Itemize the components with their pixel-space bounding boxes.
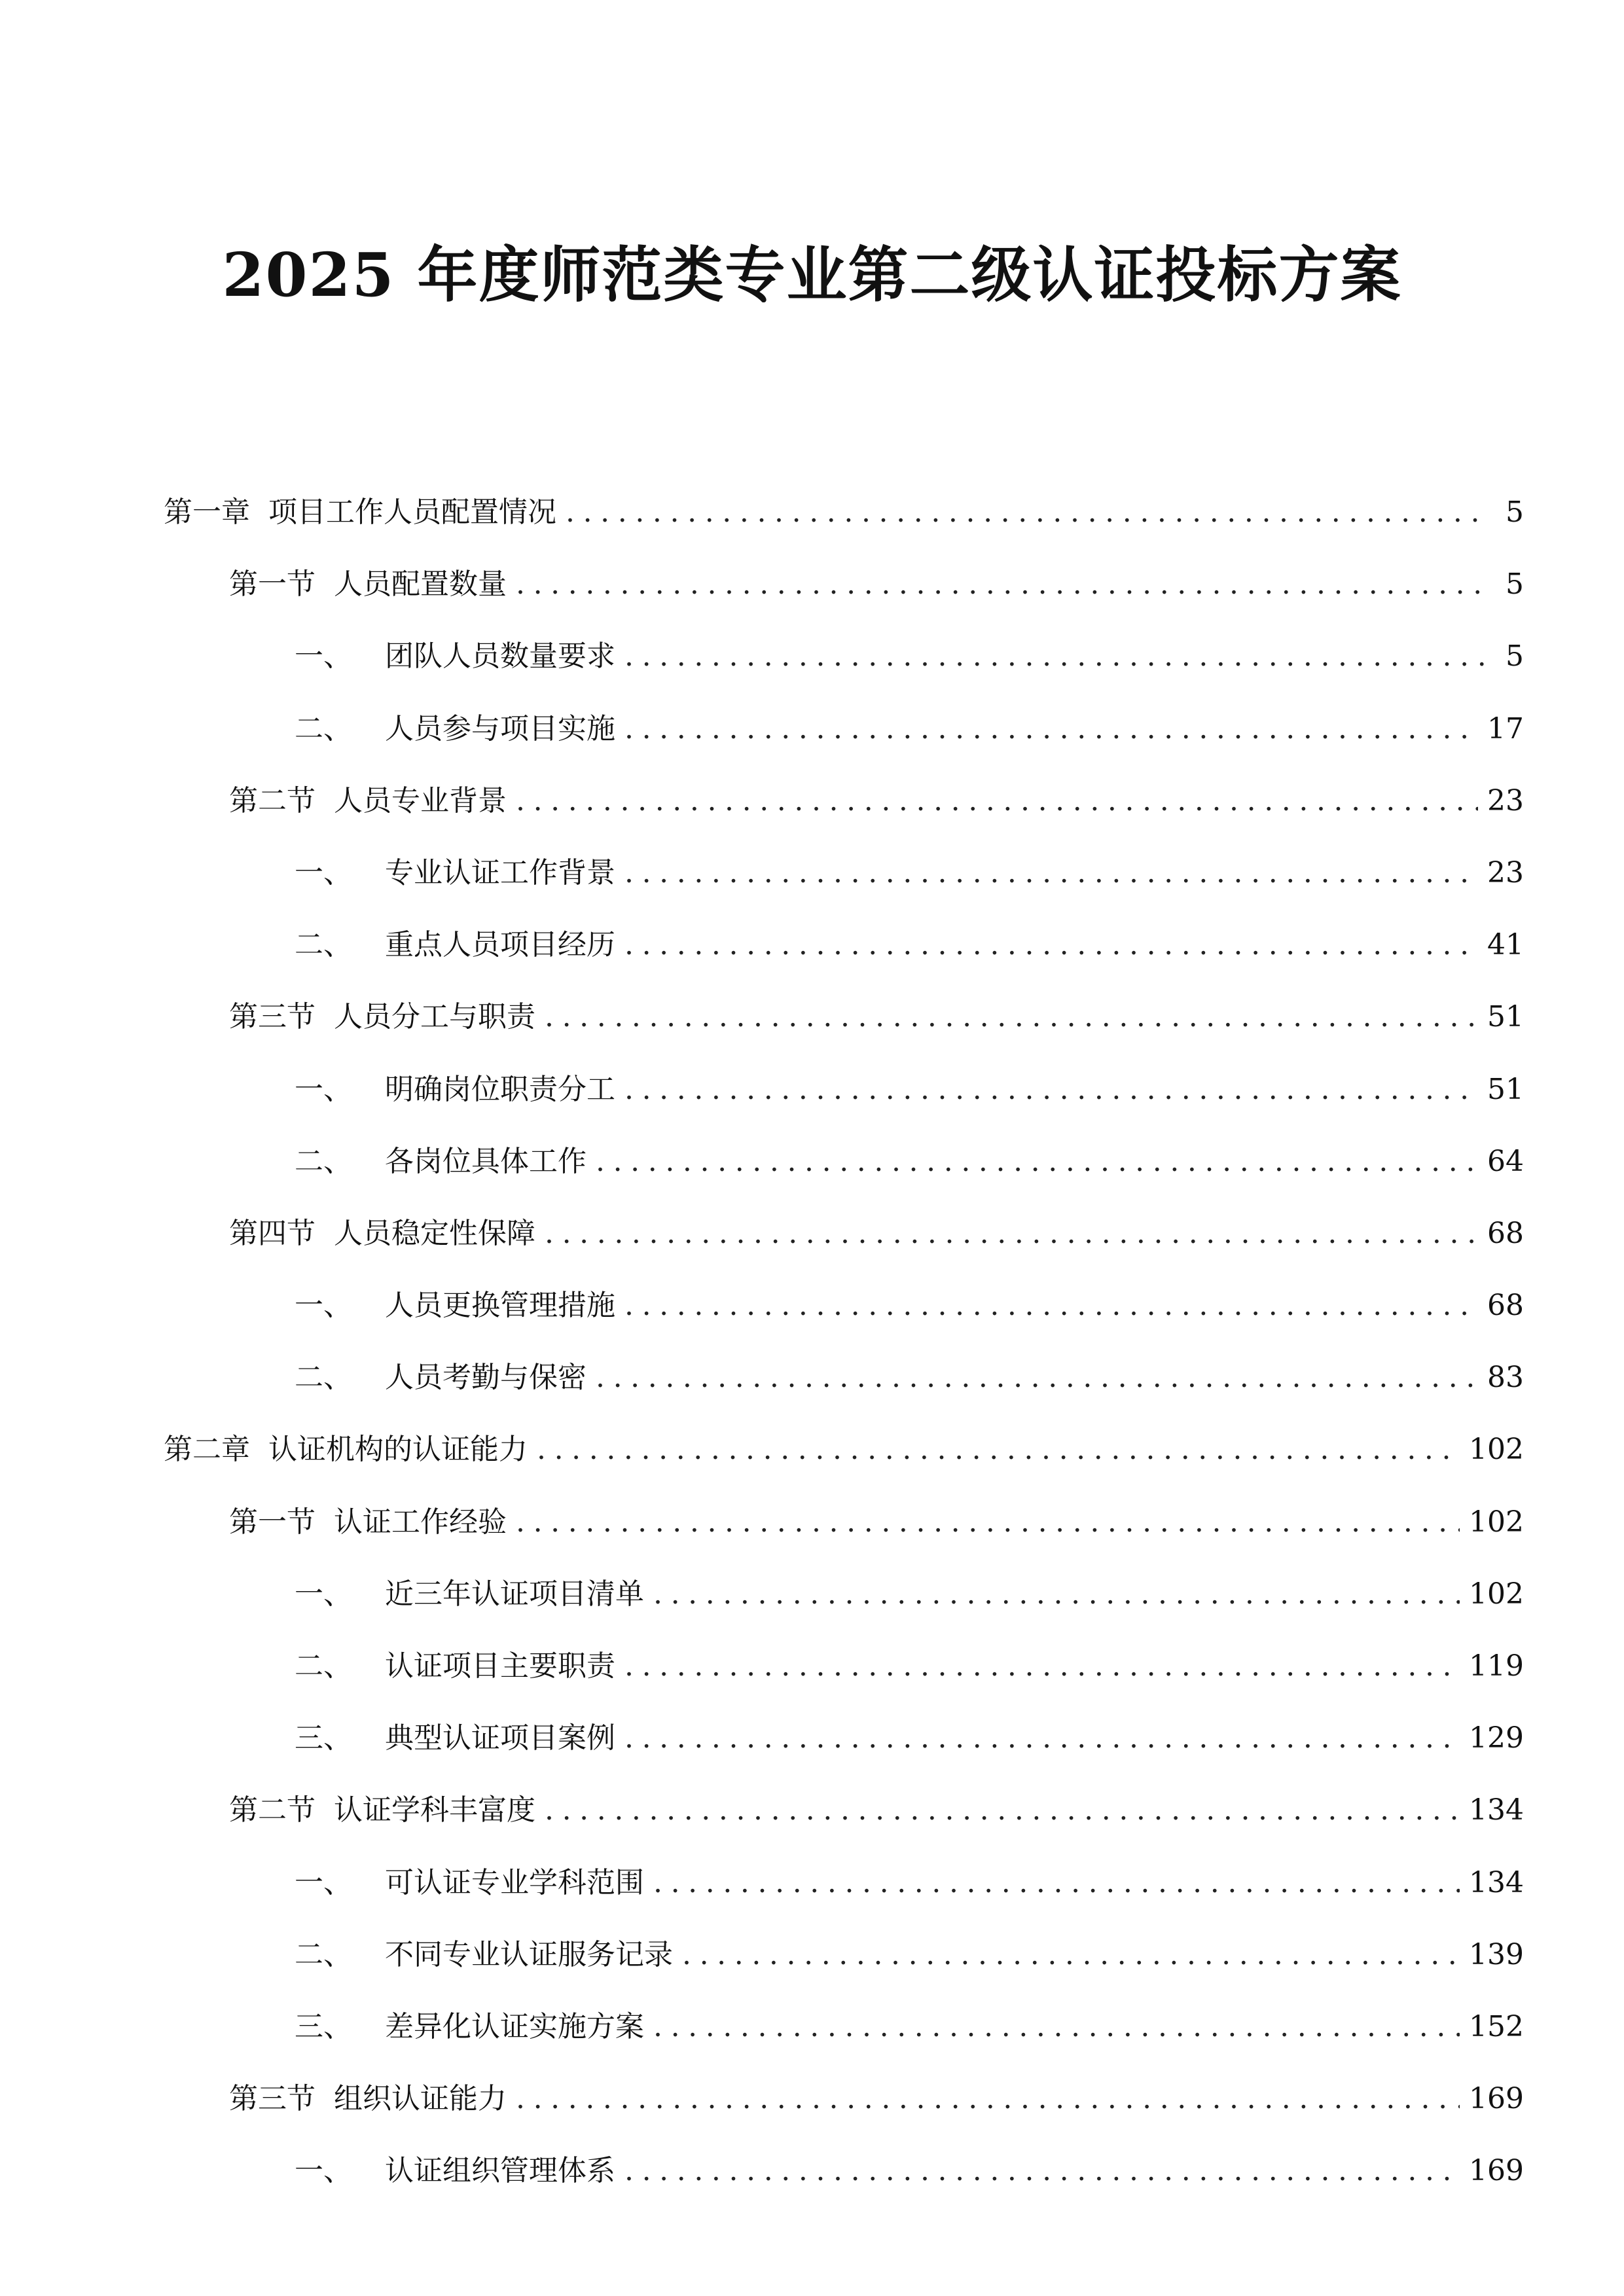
toc-entry-number: 三、 (295, 2009, 352, 2043)
toc-entry-title: 项目工作人员配置情况 (268, 495, 556, 529)
toc-entry-number: 二、 (295, 1649, 352, 1683)
toc-dot-leader (624, 620, 1489, 692)
toc-entry-page-number: 119 (1469, 1649, 1524, 1683)
toc-entry[interactable] (164, 837, 1524, 909)
toc-dot-leader (596, 1126, 1478, 1198)
toc-entry[interactable] (164, 1414, 1524, 1486)
toc-entry-page-number: 129 (1469, 1721, 1524, 1755)
toc-entry[interactable] (164, 693, 1524, 765)
toc-entry-number: 三、 (295, 1721, 352, 1755)
toc-entry-number: 第二节 (229, 783, 316, 817)
toc-dot-leader (537, 1414, 1460, 1486)
toc-entry-number: 一、 (295, 855, 352, 889)
toc-entry-title: 认证项目主要职责 (385, 1649, 615, 1683)
toc-entry[interactable] (164, 1702, 1524, 1774)
toc-entry[interactable] (164, 1342, 1524, 1414)
toc-entry-page-number: 68 (1487, 1216, 1524, 1250)
toc-entry-page-number: 68 (1487, 1289, 1524, 1323)
toc-entry-page-number: 64 (1487, 1144, 1524, 1178)
toc-entry-title: 认证工作经验 (334, 1505, 507, 1539)
toc-entry[interactable] (164, 1126, 1524, 1198)
toc-entry-number: 第四节 (229, 1216, 316, 1250)
toc-entry-number: 第三节 (229, 2082, 316, 2116)
toc-entry-number: 二、 (295, 711, 352, 745)
toc-dot-leader (682, 1919, 1460, 1991)
toc-entry[interactable] (164, 1054, 1524, 1126)
toc-entry-page-number: 5 (1506, 639, 1524, 673)
toc-entry[interactable] (164, 476, 1524, 548)
toc-entry-title: 各岗位具体工作 (385, 1144, 586, 1178)
toc-dot-leader (516, 1486, 1460, 1558)
toc-dot-leader (516, 765, 1478, 837)
toc-dot-leader (624, 1270, 1478, 1342)
toc-entry-page-number: 134 (1469, 1865, 1524, 1899)
toc-entry[interactable] (164, 909, 1524, 981)
toc-entry[interactable] (164, 2135, 1524, 2207)
toc-entry[interactable] (164, 1991, 1524, 2063)
toc-dot-leader (653, 1847, 1460, 1919)
toc-entry-number: 二、 (295, 1937, 352, 1971)
toc-entry-number: 一、 (295, 1289, 352, 1323)
toc-entry-title: 组织认证能力 (334, 2082, 507, 2116)
toc-entry-page-number: 134 (1469, 1793, 1524, 1827)
toc-dot-leader (624, 2135, 1460, 2207)
toc-entry[interactable] (164, 1270, 1524, 1342)
toc-entry-number: 第一章 (164, 495, 250, 529)
document-title: 2025 年度师范类专业第二级认证投标方案 (222, 240, 1402, 310)
toc-entry-page-number: 51 (1487, 1000, 1524, 1034)
toc-entry[interactable] (164, 2063, 1524, 2135)
toc-entry[interactable] (164, 1558, 1524, 1630)
toc-entry-title: 认证机构的认证能力 (268, 1433, 528, 1467)
toc-dot-leader (566, 476, 1489, 548)
toc-entry-number: 一、 (295, 1072, 352, 1106)
toc-entry[interactable] (164, 1630, 1524, 1702)
toc-entry-title: 不同专业认证服务记录 (385, 1937, 673, 1971)
toc-entry-title: 认证学科丰富度 (334, 1793, 535, 1827)
toc-entry-page-number: 23 (1487, 783, 1524, 817)
toc-dot-leader (516, 548, 1489, 620)
toc-entry-title: 典型认证项目案例 (385, 1721, 615, 1755)
toc-dot-leader (624, 837, 1478, 909)
toc-entry-title: 人员更换管理措施 (385, 1289, 615, 1323)
toc-entry-title: 团队人员数量要求 (385, 639, 615, 673)
toc-entry-page-number: 17 (1487, 711, 1524, 745)
toc-dot-leader (545, 1774, 1460, 1846)
toc-entry-title: 人员分工与职责 (334, 1000, 535, 1034)
toc-entry-title: 明确岗位职责分工 (385, 1072, 615, 1106)
toc-entry-number: 二、 (295, 928, 352, 962)
toc-entry-title: 差异化认证实施方案 (385, 2009, 644, 2043)
toc-entry-title: 人员配置数量 (334, 567, 507, 601)
toc-entry-page-number: 102 (1469, 1577, 1524, 1611)
toc-entry-page-number: 169 (1469, 2082, 1524, 2116)
toc-entry-page-number: 23 (1487, 855, 1524, 889)
toc-entry-number: 一、 (295, 1865, 352, 1899)
toc-dot-leader (545, 981, 1478, 1053)
toc-entry-title: 专业认证工作背景 (385, 855, 615, 889)
toc-entry[interactable] (164, 1486, 1524, 1558)
toc-entry-page-number: 51 (1487, 1072, 1524, 1106)
toc-entry-number: 二、 (295, 1144, 352, 1178)
toc-entry-title: 重点人员项目经历 (385, 928, 615, 962)
toc-entry[interactable] (164, 1919, 1524, 1991)
toc-dot-leader (624, 693, 1478, 765)
toc-entry[interactable] (164, 1774, 1524, 1846)
toc-dot-leader (624, 909, 1478, 981)
toc-entry-page-number: 102 (1469, 1433, 1524, 1467)
toc-entry-page-number: 102 (1469, 1505, 1524, 1539)
toc-entry-number: 一、 (295, 2154, 352, 2188)
toc-entry-title: 人员考勤与保密 (385, 1361, 586, 1395)
toc-entry-page-number: 169 (1469, 2154, 1524, 2188)
toc-dot-leader (596, 1342, 1478, 1414)
toc-entry-number: 第一节 (229, 567, 316, 601)
toc-entry-title: 人员专业背景 (334, 783, 507, 817)
toc-entry-number: 第三节 (229, 1000, 316, 1034)
toc-entry[interactable] (164, 548, 1524, 620)
toc-entry-page-number: 152 (1469, 2009, 1524, 2043)
toc-dot-leader (624, 1054, 1478, 1126)
toc-dot-leader (545, 1198, 1478, 1270)
toc-dot-leader (653, 1558, 1460, 1630)
toc-entry-number: 二、 (295, 1361, 352, 1395)
toc-entry-number: 第二章 (164, 1433, 250, 1467)
toc-entry-page-number: 5 (1506, 567, 1524, 601)
table-of-contents (164, 476, 1524, 2208)
toc-entry-number: 第二节 (229, 1793, 316, 1827)
toc-entry-page-number: 5 (1506, 495, 1524, 529)
toc-dot-leader (516, 2063, 1460, 2135)
toc-entry[interactable] (164, 620, 1524, 692)
toc-entry-title: 可认证专业学科范围 (385, 1865, 644, 1899)
toc-entry-page-number: 139 (1469, 1937, 1524, 1971)
toc-entry-title: 认证组织管理体系 (385, 2154, 615, 2188)
toc-entry[interactable] (164, 981, 1524, 1053)
toc-entry[interactable] (164, 1198, 1524, 1270)
toc-entry-page-number: 83 (1487, 1361, 1524, 1395)
toc-entry[interactable] (164, 765, 1524, 837)
toc-entry-number: 一、 (295, 639, 352, 673)
toc-entry-title: 近三年认证项目清单 (385, 1577, 644, 1611)
toc-dot-leader (624, 1702, 1460, 1774)
toc-entry-page-number: 41 (1487, 928, 1524, 962)
toc-dot-leader (624, 1630, 1460, 1702)
toc-entry[interactable] (164, 1847, 1524, 1919)
toc-entry-title: 人员稳定性保障 (334, 1216, 535, 1250)
toc-entry-title: 人员参与项目实施 (385, 711, 615, 745)
toc-entry-number: 一、 (295, 1577, 352, 1611)
toc-dot-leader (653, 1991, 1460, 2063)
toc-entry-number: 第一节 (229, 1505, 316, 1539)
